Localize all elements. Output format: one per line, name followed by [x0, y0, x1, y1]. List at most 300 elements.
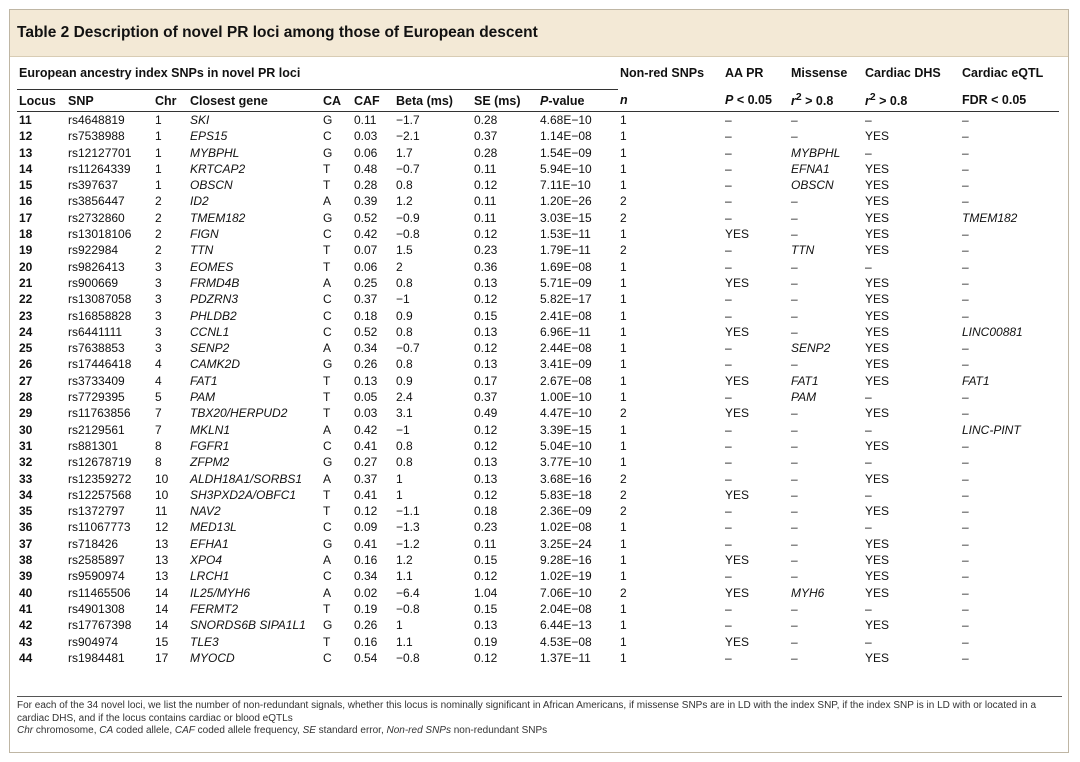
cell-pvalue: 7.06E−10 [540, 585, 592, 600]
cell-dhs: – [865, 455, 872, 470]
cell-chr: 14 [155, 601, 169, 616]
cell-eqtl: – [962, 406, 969, 421]
cell-n: 2 [620, 406, 627, 421]
table-row [17, 471, 1059, 487]
cell-eqtl: – [962, 275, 969, 290]
cell-dhs: – [865, 145, 872, 160]
cell-n: 1 [620, 129, 627, 144]
cell-aapr: – [725, 161, 732, 176]
cell-dhs: – [865, 259, 872, 274]
cell-ca: G [323, 357, 333, 372]
cell-aapr: – [725, 569, 732, 584]
cell-chr: 11 [155, 504, 168, 519]
cell-beta: 2 [396, 259, 403, 274]
cell-beta: 1 [396, 618, 403, 633]
cell-caf: 0.19 [354, 601, 378, 616]
cell-dhs: YES [865, 292, 890, 307]
cell-snp: rs2129561 [68, 422, 125, 437]
table-row [17, 519, 1059, 535]
abbr-def: coded allele frequency, [194, 725, 303, 736]
cell-ca: T [323, 406, 331, 421]
cell-dhs: YES [865, 373, 890, 388]
cell-ca: G [323, 536, 333, 551]
cell-beta: −1.1 [396, 504, 420, 519]
cell-snp: rs11465506 [68, 585, 131, 600]
cell-eqtl: – [962, 438, 969, 453]
cell-dhs: – [865, 113, 872, 127]
cell-missense: – [791, 553, 798, 568]
cell-n: 2 [620, 243, 627, 258]
cell-aapr: – [725, 292, 732, 307]
cell-aapr: – [725, 601, 732, 616]
cell-gene: MYBPHL [190, 145, 240, 160]
cell-locus: 42 [19, 618, 33, 633]
cell-missense: – [791, 227, 798, 242]
table-row [17, 617, 1059, 633]
cell-locus: 39 [19, 569, 33, 584]
cell-locus: 18 [19, 227, 33, 242]
cell-se: 0.13 [474, 324, 498, 339]
table-title: Table 2 Description of novel PR loci among those of European descent [17, 24, 538, 41]
cell-n: 1 [620, 161, 627, 176]
abbr-def: standard error, [315, 725, 387, 736]
cell-se: 0.15 [474, 601, 498, 616]
cell-locus: 24 [19, 324, 33, 339]
cell-gene: MED13L [190, 520, 237, 535]
table-row [17, 356, 1059, 372]
cell-aapr: YES [725, 275, 750, 290]
cell-caf: 0.02 [354, 585, 378, 600]
cell-aapr: YES [725, 634, 750, 649]
cell-dhs: YES [865, 275, 890, 290]
cell-n: 2 [620, 585, 627, 600]
cell-pvalue: 1.02E−19 [540, 569, 592, 584]
cell-caf: 0.52 [354, 210, 378, 225]
group-header-european: European ancestry index SNPs in novel PR loci [17, 57, 618, 90]
cell-ca: C [323, 129, 332, 144]
cell-locus: 22 [19, 292, 33, 307]
footnote-main: For each of the 34 novel loci, we list the number of non-redundant signals, whether this locus is nominally significant in African Americans, if missense SNPs are in LD with the index SNP, if the index SNP is in LD with or located in a cardiac DHS, and if the locus contains cardiac or blood eQTLs [17, 700, 1037, 724]
cell-n: 2 [620, 210, 627, 225]
cell-ca: C [323, 292, 332, 307]
cell-aapr: YES [725, 585, 750, 600]
cell-pvalue: 1.02E−08 [540, 520, 592, 535]
table-row [17, 568, 1059, 584]
group-header-row [17, 57, 1059, 90]
cell-gene: FERMT2 [190, 601, 238, 616]
cell-pvalue: 5.94E−10 [540, 161, 592, 176]
col-header-se: SE (ms) [472, 90, 538, 112]
cell-n: 1 [620, 227, 627, 242]
cell-aapr: YES [725, 487, 750, 502]
table-row [17, 438, 1059, 454]
cell-caf: 0.34 [354, 569, 378, 584]
cell-caf: 0.27 [354, 455, 378, 470]
cell-locus: 21 [19, 275, 33, 290]
cell-dhs: YES [865, 341, 890, 356]
cell-caf: 0.03 [354, 129, 378, 144]
cell-pvalue: 9.28E−16 [540, 553, 592, 568]
group-header-nonred: Non-red SNPs [620, 66, 705, 81]
cell-n: 2 [620, 504, 627, 519]
cell-dhs: YES [865, 161, 890, 176]
table-row [17, 210, 1059, 226]
group-header-cardiac-eqtl: Cardiac eQTL [962, 66, 1044, 81]
cell-locus: 44 [19, 650, 33, 665]
cell-n: 2 [620, 471, 627, 486]
cell-aapr: – [725, 341, 732, 356]
aapr-p: P [725, 93, 734, 108]
table-title-bar [10, 10, 1068, 57]
cell-aapr: – [725, 357, 732, 372]
cell-pvalue: 4.68E−10 [540, 113, 592, 127]
cell-n: 1 [620, 324, 627, 339]
cell-snp: rs1372797 [68, 504, 125, 519]
cell-se: 0.11 [474, 210, 497, 225]
cell-caf: 0.26 [354, 618, 378, 633]
abbr-def: non-redundant SNPs [450, 725, 548, 736]
cell-beta: 0.8 [396, 455, 413, 470]
cell-chr: 1 [155, 178, 162, 193]
table-row [17, 585, 1059, 601]
cell-snp: rs9826413 [68, 259, 125, 274]
cell-pvalue: 1.00E−10 [540, 390, 592, 405]
cell-ca: G [323, 210, 333, 225]
loci-table [17, 57, 1059, 666]
cell-ca: G [323, 455, 333, 470]
pvalue-p: P [540, 93, 549, 108]
cell-gene: EFHA1 [190, 536, 229, 551]
table-row [17, 405, 1059, 421]
cell-locus: 11 [19, 113, 32, 127]
cell-pvalue: 5.04E−10 [540, 438, 592, 453]
cell-missense: – [791, 536, 798, 551]
cell-gene: SH3PXD2A/OBFC1 [190, 487, 297, 502]
cell-dhs: – [865, 634, 872, 649]
cell-locus: 34 [19, 487, 33, 502]
cell-missense: SENP2 [791, 341, 831, 356]
cell-snp: rs12257568 [68, 487, 132, 502]
cell-gene: IL25/MYH6 [190, 585, 251, 600]
aapr-rest: < 0.05 [733, 93, 772, 108]
cell-dhs: YES [865, 129, 890, 144]
cell-caf: 0.18 [354, 308, 378, 323]
cell-missense: MYBPHL [791, 145, 841, 160]
cell-pvalue: 6.44E−13 [540, 618, 592, 633]
cell-beta: −1 [396, 422, 410, 437]
cell-gene: MYOCD [190, 650, 235, 665]
cell-ca: T [323, 390, 331, 405]
cell-beta: −0.8 [396, 227, 420, 242]
cell-chr: 7 [155, 406, 162, 421]
cell-caf: 0.39 [354, 194, 378, 209]
cell-n: 1 [620, 390, 627, 405]
cell-eqtl: – [962, 471, 969, 486]
cell-dhs: YES [865, 178, 890, 193]
cell-eqtl: – [962, 227, 969, 242]
cell-se: 0.12 [474, 227, 498, 242]
cell-missense: – [791, 210, 798, 225]
cell-missense: – [791, 357, 798, 372]
cell-dhs: YES [865, 553, 890, 568]
cell-caf: 0.52 [354, 324, 378, 339]
cell-chr: 5 [155, 390, 162, 405]
cell-eqtl: – [962, 161, 969, 176]
cell-chr: 1 [155, 129, 162, 144]
abbr-term: Non-red SNPs [386, 725, 451, 736]
cell-eqtl: – [962, 634, 969, 649]
cell-caf: 0.06 [354, 145, 378, 160]
cell-snp: rs16858828 [68, 308, 132, 323]
cell-eqtl: – [962, 145, 969, 160]
cell-eqtl: – [962, 618, 969, 633]
cell-chr: 17 [155, 650, 169, 665]
cell-se: 0.36 [474, 259, 498, 274]
cell-pvalue: 1.14E−08 [540, 129, 592, 144]
cell-n: 1 [620, 422, 627, 437]
cell-snp: rs6441111 [68, 324, 123, 339]
cell-dhs: YES [865, 243, 890, 258]
cell-beta: −1.3 [396, 520, 420, 535]
cell-pvalue: 5.83E−18 [540, 487, 592, 502]
cell-se: 0.12 [474, 487, 498, 502]
cell-n: 2 [620, 487, 627, 502]
table-row [17, 275, 1059, 291]
cell-gene: LRCH1 [190, 569, 230, 584]
cell-missense: – [791, 422, 798, 437]
dhs-sup: 2 [869, 92, 876, 104]
cell-dhs: – [865, 487, 872, 502]
cell-missense: – [791, 129, 798, 144]
cell-gene: SKI [190, 113, 210, 127]
cell-se: 0.15 [474, 308, 498, 323]
cell-se: 0.17 [474, 373, 498, 388]
dhs-r: r [865, 94, 870, 109]
cell-aapr: YES [725, 373, 750, 388]
cell-aapr: – [725, 129, 732, 144]
cell-aapr: – [725, 390, 732, 405]
table-row [17, 601, 1059, 617]
cell-gene: NAV2 [190, 504, 221, 519]
cell-eqtl: – [962, 178, 969, 193]
cell-dhs: YES [865, 585, 890, 600]
cell-n: 2 [620, 194, 627, 209]
cell-chr: 3 [155, 275, 162, 290]
col-header-snp: SNP [66, 90, 153, 112]
cell-n: 1 [620, 145, 627, 160]
cell-n: 1 [620, 455, 627, 470]
cell-missense: – [791, 504, 798, 519]
table-row [17, 177, 1059, 193]
cell-pvalue: 7.11E−10 [540, 178, 591, 193]
dhs-rest: > 0.8 [875, 94, 908, 109]
cell-pvalue: 4.47E−10 [540, 406, 592, 421]
cell-n: 1 [620, 634, 627, 649]
cell-ca: C [323, 324, 332, 339]
cell-locus: 12 [19, 129, 33, 144]
cell-eqtl: LINC-PINT [962, 422, 1021, 437]
cell-beta: 1.2 [396, 553, 413, 568]
cell-se: 0.23 [474, 243, 498, 258]
cell-dhs: – [865, 390, 872, 405]
cell-gene: TMEM182 [190, 210, 246, 225]
cell-ca: T [323, 634, 331, 649]
cell-chr: 12 [155, 520, 169, 535]
cell-gene: ZFPM2 [190, 455, 230, 470]
cell-pvalue: 4.53E−08 [540, 634, 592, 649]
cell-snp: rs13018106 [68, 227, 132, 242]
cell-snp: rs9590974 [68, 569, 125, 584]
cell-pvalue: 1.69E−08 [540, 259, 592, 274]
cell-beta: −0.7 [396, 341, 420, 356]
cell-beta: −0.8 [396, 650, 420, 665]
cell-chr: 10 [155, 487, 169, 502]
cell-se: 0.12 [474, 341, 498, 356]
cell-snp: rs900669 [68, 275, 119, 290]
cell-aapr: – [725, 438, 732, 453]
cell-dhs: YES [865, 438, 890, 453]
cell-chr: 3 [155, 341, 162, 356]
cell-aapr: – [725, 536, 732, 551]
cell-dhs: YES [865, 324, 890, 339]
cell-missense: – [791, 113, 798, 127]
cell-snp: rs12127701 [68, 145, 132, 160]
cell-chr: 7 [155, 422, 162, 437]
cell-se: 0.23 [474, 520, 498, 535]
cell-pvalue: 2.41E−08 [540, 308, 592, 323]
cell-se: 0.11 [474, 194, 497, 209]
col-header-n: n [618, 90, 723, 112]
missense-r: r [791, 94, 796, 109]
cell-pvalue: 3.68E−16 [540, 471, 592, 486]
cell-missense: – [791, 569, 798, 584]
cell-pvalue: 1.79E−11 [540, 243, 591, 258]
abbr-term: SE [302, 725, 316, 736]
cell-beta: 1.7 [396, 145, 413, 160]
missense-rest: > 0.8 [801, 94, 834, 109]
cell-eqtl: TMEM182 [962, 210, 1018, 225]
cell-gene: TBX20/HERPUD2 [190, 406, 288, 421]
cell-locus: 19 [19, 243, 33, 258]
cell-locus: 15 [19, 178, 33, 193]
table-row [17, 308, 1059, 324]
cell-snp: rs17446418 [68, 357, 132, 372]
col-header-gene: Closest gene [188, 90, 321, 112]
cell-se: 0.13 [474, 357, 498, 372]
cell-caf: 0.25 [354, 275, 378, 290]
cell-ca: T [323, 243, 331, 258]
cell-missense: – [791, 275, 798, 290]
table-footnote [17, 696, 1062, 738]
table-row [17, 536, 1059, 552]
cell-missense: PAM [791, 390, 817, 405]
cell-n: 1 [620, 357, 627, 372]
table-row [17, 128, 1059, 144]
cell-caf: 0.41 [354, 438, 378, 453]
table-row [17, 389, 1059, 405]
cell-locus: 38 [19, 553, 33, 568]
cell-beta: 3.1 [396, 406, 413, 421]
cell-n: 1 [620, 601, 627, 616]
cell-aapr: – [725, 113, 732, 127]
cell-eqtl: – [962, 520, 969, 535]
cell-missense: MYH6 [791, 585, 825, 600]
cell-beta: 0.8 [396, 357, 413, 372]
cell-snp: rs12678719 [68, 455, 132, 470]
cell-beta: 0.8 [396, 275, 413, 290]
cell-eqtl: – [962, 390, 969, 405]
cell-pvalue: 1.37E−11 [540, 650, 591, 665]
cell-gene: FGFR1 [190, 438, 230, 453]
cell-missense: – [791, 487, 798, 502]
cell-dhs: YES [865, 406, 890, 421]
cell-locus: 25 [19, 341, 33, 356]
table-row [17, 634, 1059, 650]
cell-aapr: – [725, 504, 732, 519]
cell-beta: −1 [396, 292, 410, 307]
col-header-aapr [723, 90, 789, 112]
cell-chr: 14 [155, 585, 169, 600]
cell-snp: rs13087058 [68, 292, 132, 307]
cell-missense: OBSCN [791, 178, 834, 193]
cell-se: 0.11 [474, 161, 497, 176]
cell-chr: 13 [155, 569, 169, 584]
cell-snp: rs7538988 [68, 129, 125, 144]
cell-beta: 1.2 [396, 194, 413, 209]
cell-chr: 3 [155, 308, 162, 323]
cell-locus: 16 [19, 194, 33, 209]
cell-ca: G [323, 618, 333, 633]
cell-caf: 0.03 [354, 406, 378, 421]
cell-se: 0.12 [474, 178, 498, 193]
cell-locus: 26 [19, 357, 33, 372]
cell-chr: 2 [155, 227, 162, 242]
cell-caf: 0.06 [354, 259, 378, 274]
cell-se: 0.12 [474, 438, 498, 453]
cell-locus: 23 [19, 308, 33, 323]
cell-beta: 0.8 [396, 438, 413, 453]
cell-gene: PDZRN3 [190, 292, 239, 307]
cell-n: 1 [620, 520, 627, 535]
cell-eqtl: – [962, 194, 969, 209]
cell-n: 1 [620, 178, 627, 193]
cell-gene: MKLN1 [190, 422, 231, 437]
cell-ca: A [323, 341, 332, 356]
abbr-def: coded allele, [113, 725, 175, 736]
cell-gene: PHLDB2 [190, 308, 237, 323]
cell-gene: CCNL1 [190, 324, 230, 339]
col-header-caf: CAF [352, 90, 394, 112]
cell-n: 1 [620, 438, 627, 453]
cell-ca: A [323, 194, 332, 209]
cell-chr: 4 [155, 373, 162, 388]
cell-se: 0.13 [474, 471, 498, 486]
cell-aapr: – [725, 650, 732, 665]
cell-missense: FAT1 [791, 373, 819, 388]
cell-se: 0.12 [474, 569, 498, 584]
cell-n: 1 [620, 275, 627, 290]
cell-locus: 17 [19, 210, 33, 225]
cell-gene: KRTCAP2 [190, 161, 246, 176]
group-header-cardiac-dhs: Cardiac DHS [865, 66, 941, 81]
cell-missense: – [791, 292, 798, 307]
cell-dhs: YES [865, 357, 890, 372]
pvalue-rest: -value [548, 93, 585, 108]
cell-dhs: YES [865, 194, 890, 209]
table-row [17, 340, 1059, 356]
cell-pvalue: 1.20E−26 [540, 194, 592, 209]
cell-se: 0.37 [474, 129, 498, 144]
